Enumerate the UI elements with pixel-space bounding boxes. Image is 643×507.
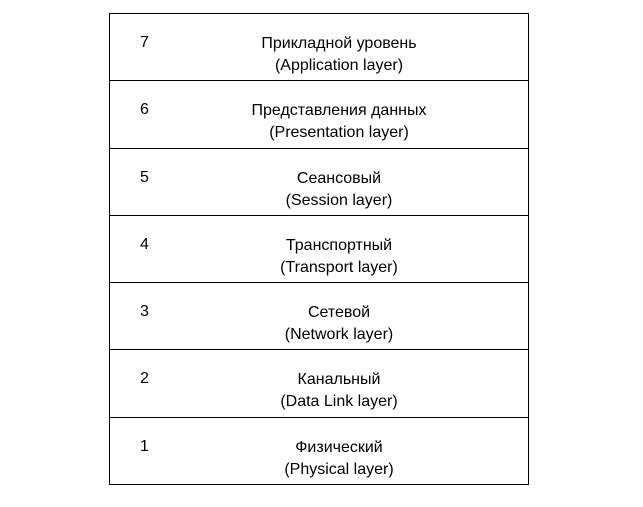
layer-name-ru: Прикладной уровень [261, 35, 417, 52]
layer-name-ru: Сетевой [307, 304, 371, 322]
layer-number: 4 [140, 235, 149, 253]
layer-name-en: (Network layer) [284, 326, 394, 344]
layer-row-presentation [110, 81, 528, 148]
layer-number: 5 [140, 168, 149, 186]
layer-name-en: (Application layer) [274, 57, 404, 74]
layer-number: 1 [140, 437, 149, 455]
layer-number: 6 [140, 101, 149, 119]
layer-name [210, 437, 468, 481]
layer-name-ru: Физический [295, 438, 383, 456]
layer-number: 3 [140, 303, 149, 321]
layer-row-physical [110, 418, 528, 484]
layer-name-ru: Представления данных [251, 102, 427, 120]
layer-name-en: (Presentation layer) [269, 124, 409, 142]
layer-name-en: (Transport layer) [280, 258, 398, 276]
layer-row-application [110, 14, 528, 81]
layer-name-ru: Транспортный [285, 236, 393, 254]
layer-name-en: (Session layer) [285, 191, 393, 209]
layer-name-ru: Канальный [297, 371, 381, 389]
osi-layer-table [109, 13, 529, 485]
layer-name [210, 369, 468, 413]
layer-name [210, 100, 468, 144]
layer-name-en: (Data Link layer) [280, 393, 398, 411]
layer-name-en: (Physical layer) [284, 460, 394, 478]
layer-name [210, 168, 468, 212]
layer-row-data-link [110, 350, 528, 417]
layer-row-network [110, 283, 528, 350]
layer-name-ru: Сеансовый [296, 169, 382, 187]
layer-name [210, 235, 468, 279]
layer-number: 2 [140, 370, 149, 388]
layer-row-transport [110, 216, 528, 283]
layer-name [210, 33, 468, 77]
layer-row-session [110, 149, 528, 216]
layer-name [210, 302, 468, 346]
layer-number: 7 [140, 34, 149, 51]
